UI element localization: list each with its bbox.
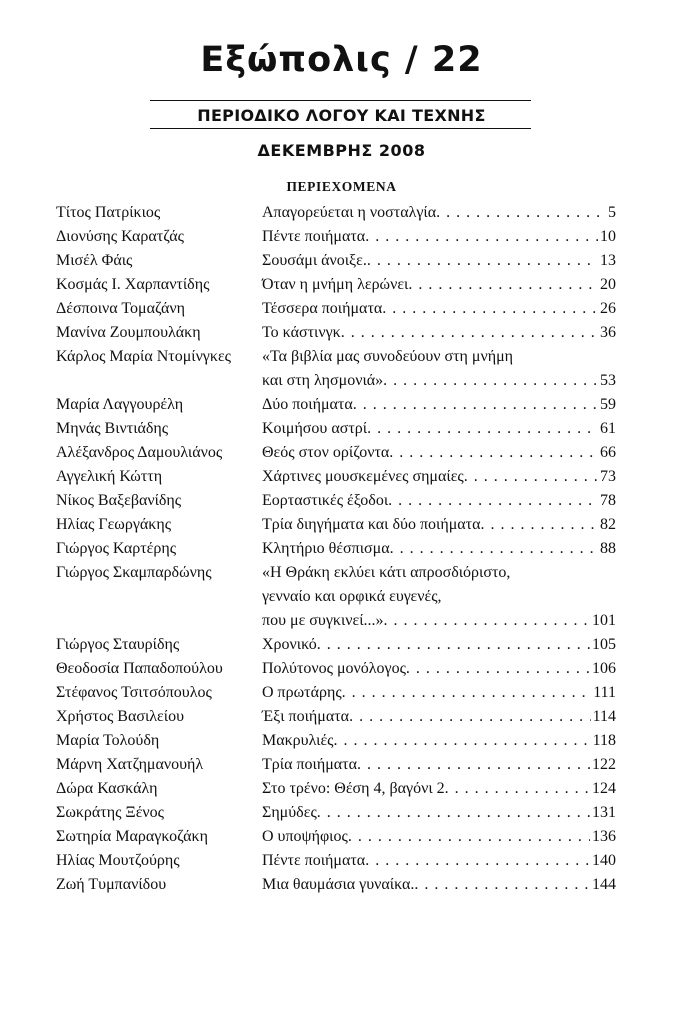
toc-title: Τέσσερα ποιήματα bbox=[262, 300, 383, 317]
title-divider-top bbox=[150, 100, 531, 101]
dot-leader bbox=[357, 753, 590, 777]
dot-leader bbox=[367, 249, 598, 273]
toc-entry bbox=[56, 777, 616, 801]
toc-page-number: 144 bbox=[592, 876, 616, 893]
toc-entry bbox=[56, 729, 616, 753]
toc-entry-text bbox=[262, 753, 616, 777]
toc-entry-text bbox=[262, 873, 616, 897]
toc-entry bbox=[56, 201, 616, 225]
dot-leader bbox=[365, 849, 590, 873]
toc-entry bbox=[56, 441, 616, 465]
dot-leader bbox=[389, 441, 598, 465]
dot-leader bbox=[342, 681, 592, 705]
toc-entry-text bbox=[262, 777, 616, 801]
dot-leader bbox=[341, 321, 598, 345]
toc-entry bbox=[56, 249, 616, 273]
toc-entry bbox=[56, 657, 616, 681]
magazine-title: Εξώπολις / 22 bbox=[200, 40, 483, 80]
toc-author: Ηλίας Γεωργάκης bbox=[56, 516, 172, 533]
dot-leader bbox=[436, 201, 606, 225]
toc-page-number: 124 bbox=[592, 780, 616, 797]
toc-title: Στο τρένο: Θέση 4, βαγόνι 2 bbox=[262, 780, 445, 797]
toc-entry bbox=[56, 465, 616, 489]
toc-entry-text bbox=[262, 489, 616, 513]
toc-title: Όταν η μνήμη λερώνει bbox=[262, 276, 409, 293]
toc-entry-text bbox=[262, 393, 616, 417]
toc-entry bbox=[56, 561, 616, 585]
toc-entry-text bbox=[262, 225, 616, 249]
toc-page-number: 36 bbox=[600, 324, 616, 341]
toc-entry-text bbox=[262, 585, 616, 609]
toc-entry bbox=[56, 873, 616, 897]
toc-entry-text bbox=[262, 513, 616, 537]
toc-author: Ζωή Τυμπανίδου bbox=[56, 876, 167, 893]
dot-leader bbox=[353, 393, 598, 417]
toc-entry-text bbox=[262, 321, 616, 345]
toc-title: Το κάστινγκ bbox=[262, 324, 341, 341]
toc-author: Διονύσης Καρατζάς bbox=[56, 228, 184, 245]
toc-entry-text bbox=[262, 633, 616, 657]
toc-page-number: 59 bbox=[600, 396, 616, 413]
dot-leader bbox=[349, 705, 591, 729]
toc-author: Γιώργος Σταυρίδης bbox=[56, 636, 180, 653]
dot-leader bbox=[348, 825, 590, 849]
toc-author: Γιώργος Σκαμπαρδώνης bbox=[56, 564, 212, 581]
toc-title: Μια θαυμάσια γυναίκα. bbox=[262, 876, 415, 893]
dot-leader bbox=[445, 777, 590, 801]
toc-entry bbox=[56, 489, 616, 513]
toc-entry-text bbox=[262, 561, 616, 585]
contents-heading: ΠΕΡΙΕΧΟΜΕΝΑ bbox=[286, 179, 397, 194]
toc-page-number: 111 bbox=[593, 684, 616, 701]
toc-author: Ηλίας Μουτζούρης bbox=[56, 852, 180, 869]
dot-leader bbox=[480, 513, 598, 537]
toc-entry-text bbox=[262, 681, 616, 705]
toc-entry-text bbox=[262, 801, 616, 825]
toc-author: Γιώργος Καρτέρης bbox=[56, 540, 177, 557]
table-of-contents bbox=[56, 201, 616, 897]
title-divider-bottom bbox=[150, 128, 531, 129]
toc-author: Σωκράτης Ξένος bbox=[56, 804, 164, 821]
toc-page-number: 20 bbox=[600, 276, 616, 293]
toc-title: Σημύδες bbox=[262, 804, 317, 821]
toc-author: Μανίνα Ζουμπουλάκη bbox=[56, 324, 201, 341]
toc-author: Δώρα Κασκάλη bbox=[56, 780, 158, 797]
toc-title: Μακρυλιές bbox=[262, 732, 334, 749]
toc-page-number: 122 bbox=[592, 756, 616, 773]
toc-author: Μισέλ Φάις bbox=[56, 252, 133, 269]
toc-title: που με συγκινεί...» bbox=[262, 612, 384, 629]
toc-page-number: 118 bbox=[592, 732, 616, 749]
toc-author: Αλέξανδρος Δαμουλιάνος bbox=[56, 444, 223, 461]
toc-page-number: 114 bbox=[592, 708, 616, 725]
toc-page-number: 13 bbox=[600, 252, 616, 269]
toc-entry bbox=[56, 393, 616, 417]
toc-author: Αγγελική Κώττη bbox=[56, 468, 163, 485]
toc-page-number: 10 bbox=[600, 228, 616, 245]
toc-page-number: 136 bbox=[592, 828, 616, 845]
dot-leader bbox=[334, 729, 591, 753]
toc-page-number: 73 bbox=[600, 468, 616, 485]
toc-entry-text bbox=[262, 729, 616, 753]
toc-page-number: 5 bbox=[608, 204, 616, 221]
toc-entry bbox=[56, 705, 616, 729]
dot-leader bbox=[365, 225, 598, 249]
toc-page-number: 66 bbox=[600, 444, 616, 461]
toc-title: Πολύτονος μονόλογος bbox=[262, 660, 406, 677]
toc-entry bbox=[56, 513, 616, 537]
toc-page-number: 53 bbox=[600, 372, 616, 389]
magazine-subtitle: ΠΕΡΙΟΔΙΚΟ ΛΟΓΟΥ ΚΑΙ ΤΕΧΝΗΣ bbox=[197, 106, 486, 125]
dot-leader bbox=[367, 417, 598, 441]
toc-title: Απαγορεύεται η νοσταλγία bbox=[262, 204, 437, 221]
toc-author: Δέσποινα Τομαζάνη bbox=[56, 300, 186, 317]
toc-entry bbox=[56, 225, 616, 249]
toc-author: Τίτος Πατρίκιος bbox=[56, 204, 161, 221]
toc-author: Νίκος Βαξεβανίδης bbox=[56, 492, 182, 509]
toc-entry-text bbox=[262, 849, 616, 873]
toc-page-number: 82 bbox=[600, 516, 616, 533]
dot-leader bbox=[317, 801, 590, 825]
toc-author bbox=[56, 609, 262, 633]
toc-entry-continuation bbox=[56, 585, 616, 609]
toc-page-number: 26 bbox=[600, 300, 616, 317]
toc-entry bbox=[56, 849, 616, 873]
toc-entry-text bbox=[262, 465, 616, 489]
toc-author: Κοσμάς Ι. Χαρπαντίδης bbox=[56, 276, 210, 293]
toc-title: Ο πρωτάρης bbox=[262, 684, 342, 701]
toc-author: Μάρνη Χατζημανουήλ bbox=[56, 756, 204, 773]
toc-title: γενναίο και ορφικά ευγενές, bbox=[262, 588, 442, 605]
toc-entry-text bbox=[262, 417, 616, 441]
toc-page-number: 78 bbox=[600, 492, 616, 509]
toc-page-number: 105 bbox=[592, 636, 616, 653]
dot-leader bbox=[382, 297, 598, 321]
toc-page-number: 88 bbox=[600, 540, 616, 557]
toc-title: Πέντε ποιήματα bbox=[262, 228, 366, 245]
toc-title: Ο υποψήφιος bbox=[262, 828, 348, 845]
toc-title: «Η Θράκη εκλύει κάτι απροσδιόριστο, bbox=[262, 564, 511, 581]
toc-entry-text bbox=[262, 345, 616, 369]
dot-leader bbox=[406, 657, 590, 681]
toc-entry bbox=[56, 801, 616, 825]
toc-author: Μαρία Τολούδη bbox=[56, 732, 160, 749]
toc-title: Κοιμήσου αστρί bbox=[262, 420, 368, 437]
toc-author: Μηνάς Βιντιάδης bbox=[56, 420, 169, 437]
toc-entry-text bbox=[262, 369, 616, 393]
dot-leader bbox=[384, 609, 590, 633]
toc-page-number: 61 bbox=[600, 420, 616, 437]
toc-entry-text bbox=[262, 249, 616, 273]
toc-entry-text bbox=[262, 273, 616, 297]
toc-entry-text bbox=[262, 825, 616, 849]
toc-entry bbox=[56, 321, 616, 345]
toc-title: Έξι ποιήματα bbox=[262, 708, 350, 725]
dot-leader bbox=[414, 873, 590, 897]
toc-entry-continuation bbox=[56, 609, 616, 633]
toc-author: Σωτηρία Μαραγκοζάκη bbox=[56, 828, 208, 845]
dot-leader bbox=[383, 369, 598, 393]
toc-title: Πέντε ποιήματα bbox=[262, 852, 366, 869]
toc-author bbox=[56, 585, 262, 609]
toc-entry-text bbox=[262, 297, 616, 321]
toc-entry-text bbox=[262, 705, 616, 729]
toc-entry-continuation bbox=[56, 369, 616, 393]
toc-entry bbox=[56, 681, 616, 705]
dot-leader bbox=[464, 465, 598, 489]
toc-page-number: 106 bbox=[592, 660, 616, 677]
toc-entry bbox=[56, 537, 616, 561]
toc-entry-text bbox=[262, 201, 616, 225]
dot-leader bbox=[390, 537, 598, 561]
toc-title: Εορταστικές έξοδοι bbox=[262, 492, 389, 509]
toc-entry-text bbox=[262, 441, 616, 465]
toc-title: Σουσάμι άνοιξε. bbox=[262, 252, 367, 269]
toc-title: Χάρτινες μουσκεμένες σημαίες bbox=[262, 468, 464, 485]
toc-author: Μαρία Λαγγουρέλη bbox=[56, 396, 184, 413]
toc-title: Τρία ποιήματα bbox=[262, 756, 357, 773]
toc-title: «Τα βιβλία μας συνοδεύουν στη μνήμη bbox=[262, 348, 514, 365]
dot-leader bbox=[408, 273, 598, 297]
toc-author: Στέφανος Τσιτσόπουλος bbox=[56, 684, 212, 701]
toc-entry bbox=[56, 825, 616, 849]
toc-page-number: 140 bbox=[592, 852, 616, 869]
toc-entry bbox=[56, 417, 616, 441]
toc-title: Κλητήριο θέσπισμα bbox=[262, 540, 390, 557]
toc-entry bbox=[56, 753, 616, 777]
toc-entry bbox=[56, 633, 616, 657]
dot-leader bbox=[317, 633, 590, 657]
toc-title: Δύο ποιήματα bbox=[262, 396, 353, 413]
toc-author: Χρήστος Βασιλείου bbox=[56, 708, 184, 725]
toc-title: Θεός στον ορίζοντα bbox=[262, 444, 390, 461]
issue-date: ΔΕΚΕΜΒΡΗΣ 2008 bbox=[257, 141, 426, 160]
toc-page-number: 101 bbox=[592, 612, 616, 629]
toc-author bbox=[56, 369, 262, 393]
toc-entry bbox=[56, 297, 616, 321]
toc-title: Τρία διηγήματα και δύο ποιήματα bbox=[262, 516, 481, 533]
toc-entry bbox=[56, 345, 616, 369]
toc-author: Θεοδοσία Παπαδοπούλου bbox=[56, 660, 223, 677]
dot-leader bbox=[388, 489, 598, 513]
toc-title: Χρονικό bbox=[262, 636, 317, 653]
toc-page-number: 131 bbox=[592, 804, 616, 821]
toc-entry-text bbox=[262, 657, 616, 681]
toc-entry-text bbox=[262, 537, 616, 561]
toc-author: Κάρλος Μαρία Ντομίνγκες bbox=[56, 348, 231, 365]
toc-title: και στη λησμονιά» bbox=[262, 372, 384, 389]
toc-entry bbox=[56, 273, 616, 297]
toc-entry-text bbox=[262, 609, 616, 633]
